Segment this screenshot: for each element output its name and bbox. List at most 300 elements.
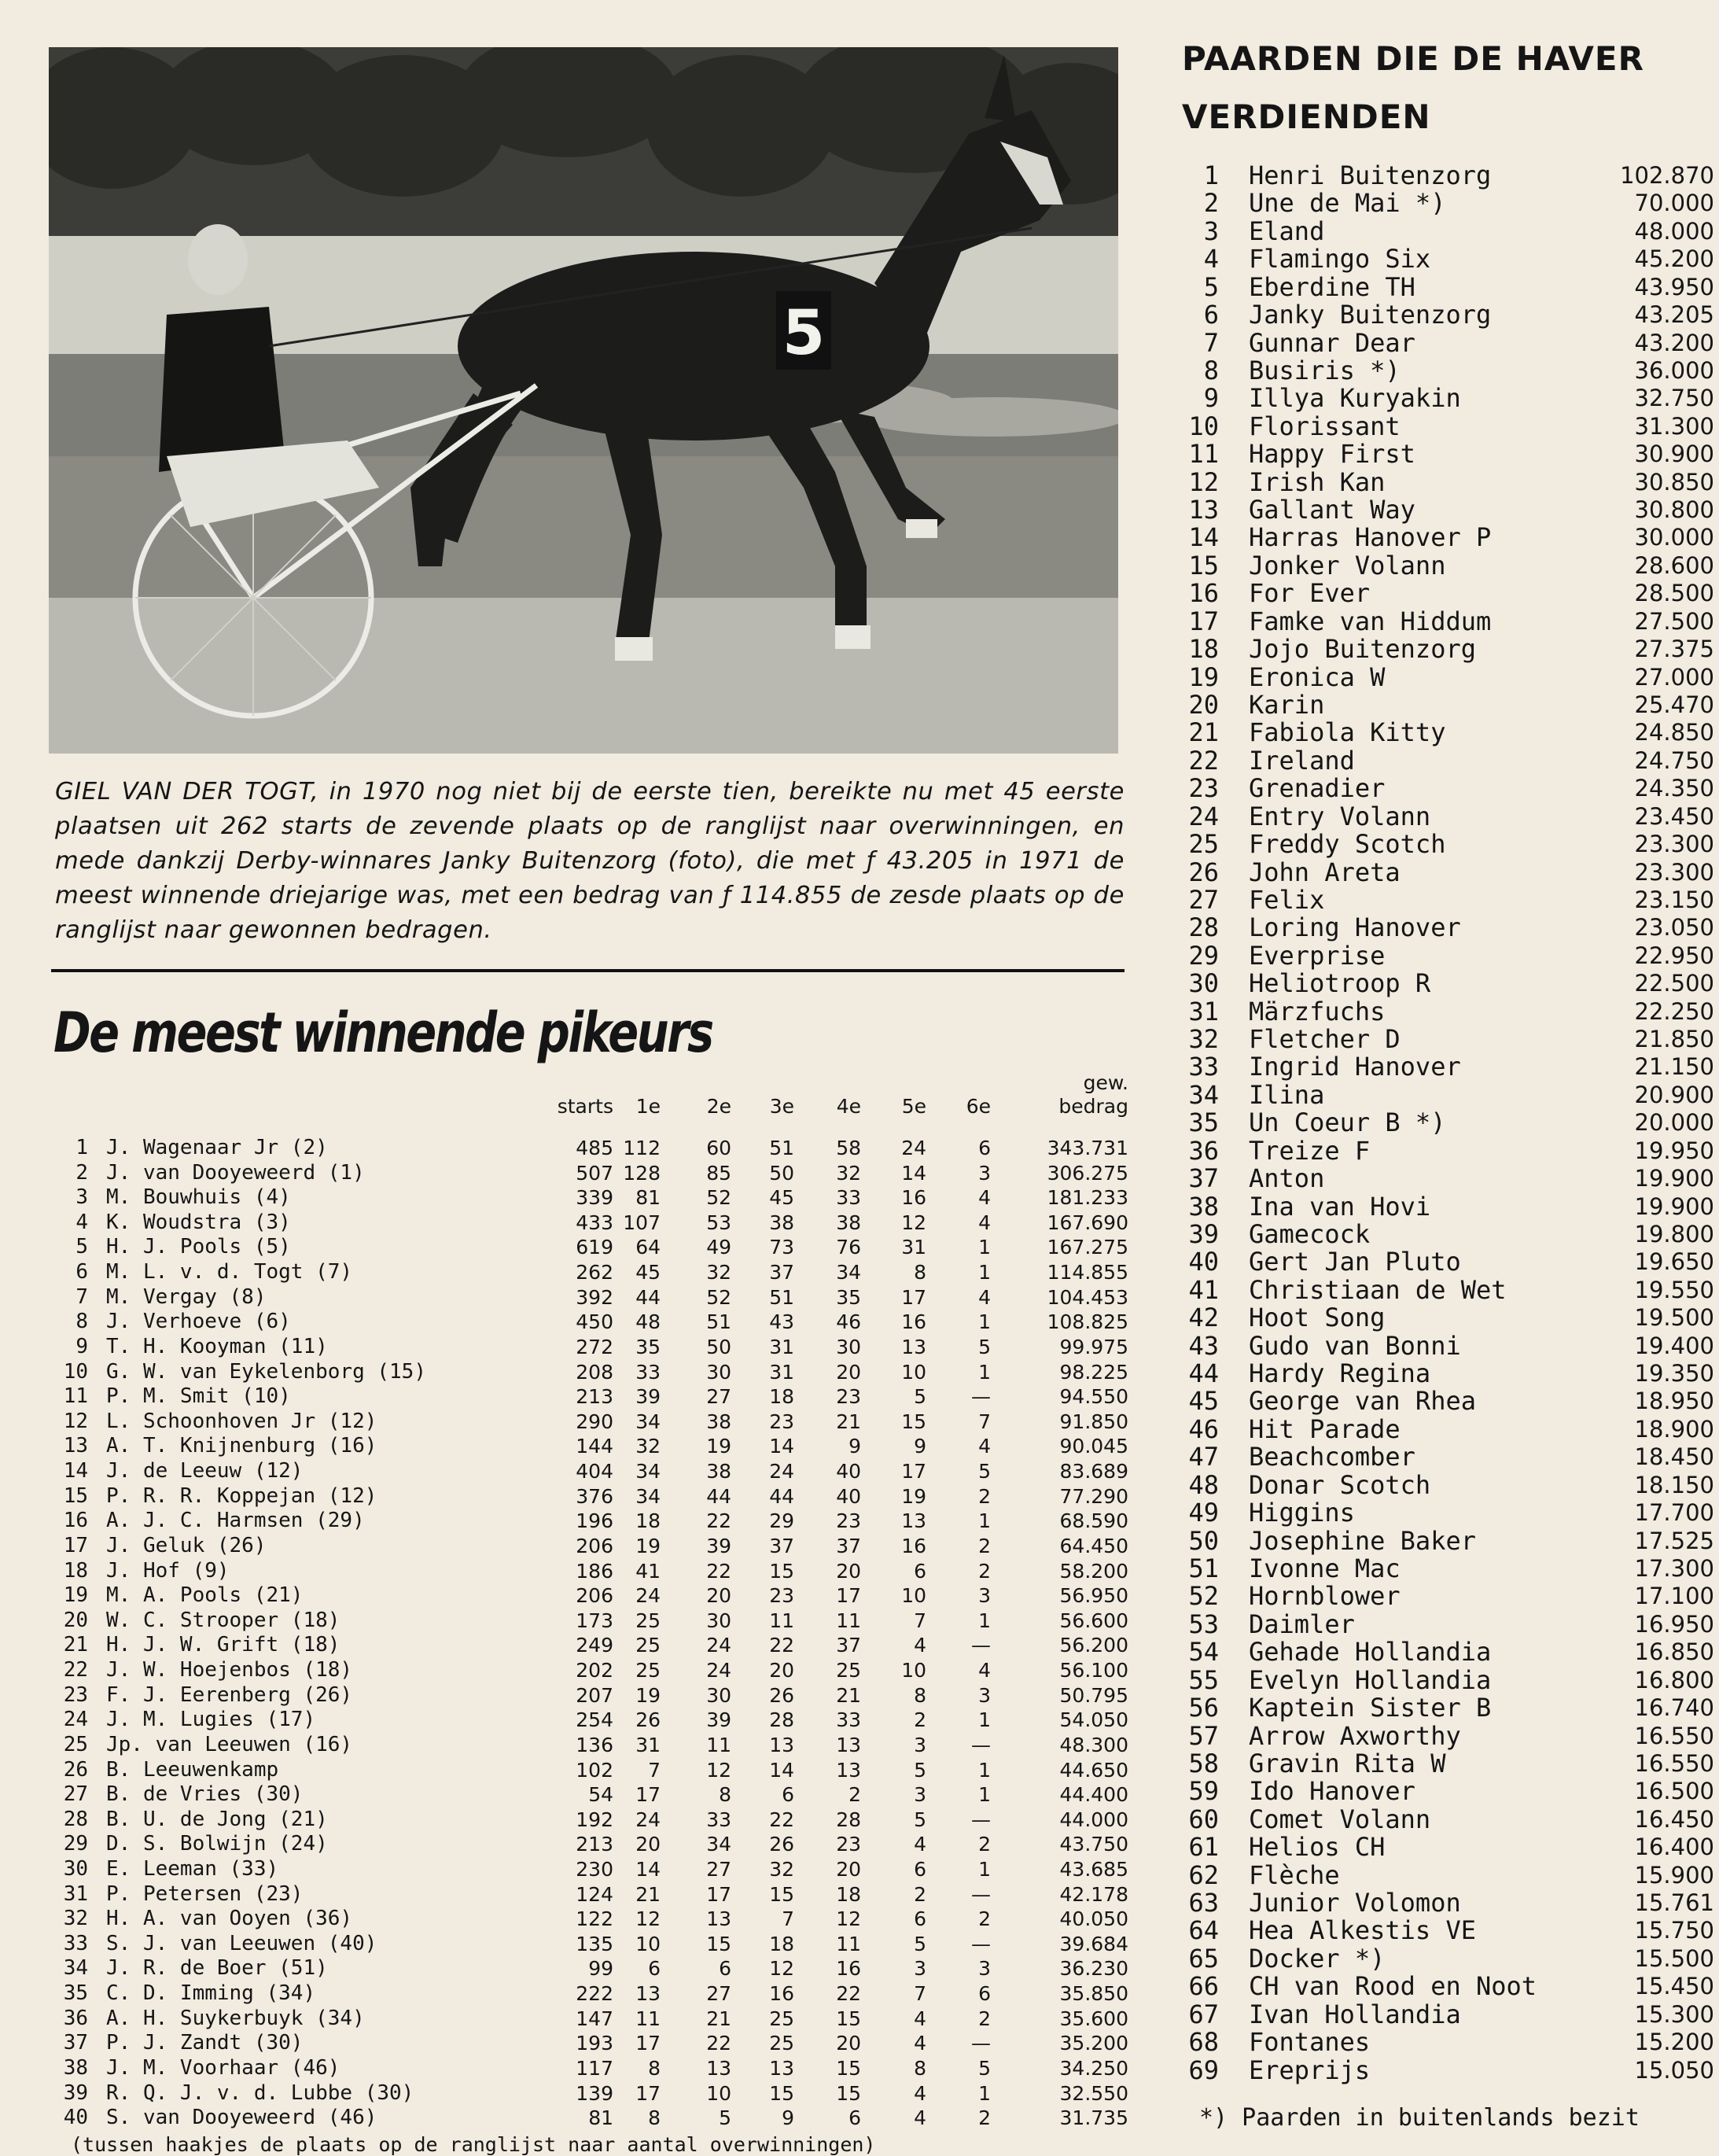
horse-amount: 24.350 — [1634, 775, 1714, 802]
horse-rank: 50 — [1188, 1525, 1219, 1556]
row-p5: 16 — [901, 1186, 926, 1210]
horse-amount: 16.550 — [1634, 1749, 1714, 1777]
row-name: J. M. Voorhaar (46) — [106, 2055, 340, 2080]
row-p1: 8 — [648, 2056, 661, 2080]
header-3e: 3e — [769, 1095, 794, 1118]
row-p1: 19 — [635, 1534, 661, 1557]
row-p5: 5 — [914, 1932, 926, 1955]
row-amount: 114.855 — [1047, 1261, 1128, 1284]
horse-rank: 58 — [1188, 1748, 1219, 1778]
horse-amount: 18.150 — [1634, 1471, 1714, 1498]
row-p5: 4 — [914, 2081, 926, 2105]
horse-name: Hoot Song — [1249, 1303, 1386, 1333]
horse-rank: 61 — [1188, 1832, 1219, 1863]
row-p1: 25 — [635, 1659, 661, 1682]
list-item — [1180, 1945, 1714, 1973]
horse-name: Ina van Hovi — [1249, 1191, 1431, 1222]
row-p3: 15 — [769, 1559, 794, 1583]
row-name: J. R. de Boer (51) — [106, 1956, 328, 1981]
horse-rank: 15 — [1188, 550, 1219, 580]
horse-amount: 43.950 — [1634, 273, 1714, 300]
list-item — [1180, 914, 1714, 942]
row-p1: 19 — [635, 1683, 661, 1707]
horse-amount: 15.050 — [1634, 2056, 1714, 2084]
row-rank: 35 — [63, 1981, 88, 2006]
row-p6: 4 — [978, 1211, 991, 1234]
row-p1: 44 — [635, 1285, 661, 1309]
horse-name: Gunnar Dear — [1249, 327, 1415, 358]
horse-rank: 69 — [1188, 2055, 1219, 2085]
row-p6: — — [971, 1385, 991, 1409]
row-p2: 6 — [719, 1957, 731, 1981]
row-name: J. Hof (9) — [106, 1558, 230, 1583]
table-row — [47, 2106, 1140, 2131]
row-p2: 5 — [719, 2106, 731, 2130]
row-rank: 38 — [63, 2055, 88, 2080]
horse-amount: 24.850 — [1634, 719, 1714, 746]
row-p5: 2 — [914, 1882, 926, 1906]
list-item — [1180, 2029, 1714, 2056]
horse-amount: 17.525 — [1634, 1527, 1714, 1554]
horse-rank: 41 — [1188, 1274, 1219, 1305]
row-p6: 7 — [978, 1410, 991, 1433]
horse-amount: 30.900 — [1634, 440, 1714, 468]
horse-name: Ingrid Hanover — [1249, 1052, 1461, 1082]
row-p6: 2 — [978, 1559, 991, 1583]
row-p2: 17 — [706, 1882, 731, 1906]
row-p4: 17 — [836, 1584, 861, 1608]
row-p3: 23 — [769, 1584, 794, 1608]
table-row — [47, 1534, 1140, 1559]
row-p5: 2 — [914, 1708, 926, 1732]
row-rank: 37 — [63, 2031, 88, 2055]
horse-amount: 17.100 — [1634, 1583, 1714, 1610]
row-p2: 38 — [706, 1410, 731, 1433]
horse-name: Happy First — [1249, 439, 1415, 470]
table-row — [47, 1410, 1140, 1435]
row-p6: 1 — [978, 1236, 991, 1259]
row-starts: 222 — [576, 1982, 613, 2006]
horse-amount: 18.450 — [1634, 1443, 1714, 1471]
row-p4: 30 — [836, 1335, 861, 1358]
row-p1: 18 — [635, 1509, 661, 1533]
horse-name: Hardy Regina — [1249, 1358, 1431, 1389]
row-starts: 213 — [576, 1385, 613, 1409]
row-p4: 32 — [836, 1161, 861, 1185]
row-starts: 339 — [576, 1186, 613, 1210]
horse-rank: 31 — [1188, 996, 1219, 1026]
list-item — [1180, 1026, 1714, 1053]
horse-amount: 31.300 — [1634, 412, 1714, 440]
row-p4: 37 — [836, 1534, 861, 1557]
row-p1: 107 — [623, 1211, 661, 1234]
horse-amount: 15.761 — [1634, 1889, 1714, 1917]
row-rank: 23 — [63, 1682, 88, 1707]
list-item — [1180, 886, 1714, 914]
list-item — [1180, 245, 1714, 273]
row-name: H. J. W. Grift (18) — [106, 1633, 340, 1657]
row-p1: 35 — [635, 1335, 661, 1358]
row-rank: 12 — [63, 1409, 88, 1433]
row-p2: 53 — [706, 1211, 731, 1234]
horse-name: Gehade Hollandia — [1249, 1637, 1492, 1668]
horse-rank: 26 — [1188, 857, 1219, 887]
row-p4: 12 — [836, 1907, 861, 1931]
list-item — [1180, 1834, 1714, 1861]
horse-name: Ireland — [1249, 745, 1355, 776]
horse-name: Christiaan de Wet — [1249, 1274, 1507, 1305]
list-item — [1180, 1248, 1714, 1276]
list-item — [1180, 327, 1714, 358]
row-p6: 1 — [978, 1261, 991, 1284]
row-p4: 23 — [836, 1385, 861, 1409]
table-row — [47, 1384, 1140, 1410]
row-p5: 10 — [901, 1360, 926, 1384]
list-item — [1180, 1664, 1714, 1695]
row-p2: 60 — [706, 1137, 731, 1159]
row-rank: 11 — [63, 1384, 88, 1409]
table-row — [47, 1932, 1140, 1957]
table-row — [47, 1434, 1140, 1459]
row-p2: 24 — [706, 1659, 731, 1682]
horse-rank: 10 — [1188, 411, 1219, 441]
horse-amount: 15.300 — [1634, 2000, 1714, 2028]
table-row — [47, 2081, 1140, 2106]
row-amount: 90.045 — [1059, 1435, 1128, 1458]
horse-name: Daimler — [1249, 1609, 1355, 1639]
horse-name: Eland — [1249, 216, 1325, 246]
list-item — [1180, 552, 1714, 580]
row-p6: — — [971, 1634, 991, 1657]
horse-amount: 16.740 — [1634, 1694, 1714, 1722]
row-starts: 139 — [576, 2081, 613, 2105]
row-amount: 43.685 — [1059, 1857, 1128, 1881]
list-item — [1180, 190, 1714, 217]
row-rank: 39 — [63, 2080, 88, 2105]
header-4e: 4e — [836, 1095, 861, 1118]
horse-name: Harras Hanover P — [1249, 522, 1492, 553]
row-p1: 31 — [635, 1733, 661, 1756]
list-item — [1180, 524, 1714, 551]
list-item — [1180, 1778, 1714, 1805]
horse-name: Josephine Baker — [1249, 1525, 1476, 1556]
row-p4: 40 — [836, 1460, 861, 1483]
horse-name: Gallant Way — [1249, 495, 1415, 525]
horse-amount: 15.750 — [1634, 1917, 1714, 1944]
horses-title-line1: PAARDEN DIE DE HAVER — [1182, 39, 1644, 78]
list-item — [1180, 1859, 1714, 1890]
list-item — [1180, 608, 1714, 636]
row-amount: 43.750 — [1059, 1833, 1128, 1856]
row-p6: 2 — [978, 1484, 991, 1508]
row-p5: 12 — [901, 1211, 926, 1234]
horse-amount: 36.000 — [1634, 356, 1714, 384]
horse-name: Junior Volomon — [1249, 1888, 1461, 1918]
horse-rank: 1 — [1203, 160, 1219, 190]
row-rank: 13 — [63, 1434, 88, 1458]
row-starts: 144 — [576, 1435, 613, 1458]
list-item — [1180, 942, 1714, 970]
row-p5: 15 — [901, 1410, 926, 1433]
horse-amount: 16.950 — [1634, 1610, 1714, 1638]
row-p1: 34 — [635, 1484, 661, 1508]
row-starts: 376 — [576, 1484, 613, 1508]
horse-amount: 21.150 — [1634, 1053, 1714, 1081]
horse-amount: 19.550 — [1634, 1276, 1714, 1303]
horse-name: Hea Alkestis VE — [1249, 1915, 1476, 1946]
list-item — [1180, 719, 1714, 746]
horse-rank: 18 — [1188, 634, 1219, 665]
row-name: S. van Dooyeweerd (46) — [106, 2106, 377, 2130]
table-row — [47, 1559, 1140, 1584]
row-p3: 12 — [769, 1957, 794, 1981]
row-p3: 13 — [769, 2056, 794, 2080]
horse-name: Beachcomber — [1249, 1442, 1415, 1472]
row-p3: 51 — [769, 1137, 794, 1159]
list-item — [1180, 775, 1714, 802]
row-p3: 37 — [769, 1534, 794, 1557]
row-p5: 31 — [901, 1236, 926, 1259]
row-p6: 6 — [978, 1137, 991, 1159]
horse-rank: 23 — [1188, 773, 1219, 804]
horse-amount: 19.650 — [1634, 1248, 1714, 1276]
list-item — [1180, 1360, 1714, 1388]
horse-rank: 24 — [1188, 801, 1219, 831]
row-p1: 12 — [635, 1907, 661, 1931]
row-p3: 18 — [769, 1385, 794, 1409]
row-amount: 167.690 — [1047, 1211, 1128, 1234]
row-amount: 306.275 — [1047, 1161, 1128, 1185]
table-row — [47, 1484, 1140, 1509]
pikeurs-title: De meest winnende pikeurs — [53, 1001, 712, 1065]
horse-name: Ivan Hollandia — [1249, 1999, 1461, 2029]
row-starts: 202 — [576, 1659, 613, 1682]
row-p5: 6 — [914, 1559, 926, 1583]
row-p5: 13 — [901, 1335, 926, 1358]
row-p4: 23 — [836, 1833, 861, 1856]
row-p4: 58 — [836, 1137, 861, 1159]
row-p3: 51 — [769, 1285, 794, 1309]
row-amount: 48.300 — [1059, 1733, 1128, 1756]
row-p6: 4 — [978, 1659, 991, 1682]
row-p1: 24 — [635, 1584, 661, 1608]
list-item — [1180, 357, 1714, 385]
row-starts: 54 — [588, 1783, 613, 1807]
horse-amount: 15.450 — [1634, 1973, 1714, 2000]
horse-name: Eberdine TH — [1249, 271, 1415, 302]
horse-name: Heliotroop R — [1249, 968, 1431, 999]
row-amount: 108.825 — [1047, 1310, 1128, 1334]
row-amount: 35.600 — [1059, 2007, 1128, 2030]
row-amount: 104.453 — [1047, 1285, 1128, 1309]
row-p3: 37 — [769, 1261, 794, 1284]
row-name: G. W. van Eykelenborg (15) — [106, 1359, 426, 1384]
row-p2: 52 — [706, 1186, 731, 1210]
photo-illustration — [49, 47, 1118, 754]
list-item — [1180, 1218, 1714, 1249]
row-p3: 31 — [769, 1335, 794, 1358]
list-item — [1180, 1165, 1714, 1192]
row-p1: 112 — [623, 1137, 661, 1159]
horse-amount: 15.200 — [1634, 2029, 1714, 2056]
row-p6: 4 — [978, 1435, 991, 1458]
horse-amount: 20.900 — [1634, 1081, 1714, 1108]
list-item — [1180, 1720, 1714, 1751]
row-p5: 14 — [901, 1161, 926, 1185]
row-amount: 98.225 — [1059, 1360, 1128, 1384]
row-p2: 34 — [706, 1833, 731, 1856]
row-starts: 122 — [576, 1907, 613, 1931]
row-p5: 10 — [901, 1584, 926, 1608]
row-p5: 7 — [914, 1609, 926, 1632]
row-rank: 1 — [75, 1136, 88, 1159]
horse-rank: 67 — [1188, 1999, 1219, 2029]
row-p5: 4 — [914, 2007, 926, 2030]
horse-rank: 34 — [1188, 1079, 1219, 1110]
row-p6: 1 — [978, 2081, 991, 2105]
row-p1: 45 — [635, 1261, 661, 1284]
horse-name: Everprise — [1249, 940, 1386, 971]
list-item — [1180, 1079, 1714, 1110]
row-p3: 50 — [769, 1161, 794, 1185]
horse-rank: 21 — [1188, 717, 1219, 748]
horse-rank: 4 — [1203, 244, 1219, 275]
row-name: P. M. Smit (10) — [106, 1384, 291, 1409]
horse-rank: 55 — [1188, 1664, 1219, 1695]
row-p5: 6 — [914, 1907, 926, 1931]
horse-rank: 32 — [1188, 1024, 1219, 1055]
horse-rank: 53 — [1188, 1609, 1219, 1639]
horse-name: Evelyn Hollandia — [1249, 1664, 1492, 1695]
horse-amount: 23.150 — [1634, 886, 1714, 913]
row-amount: 56.100 — [1059, 1659, 1128, 1682]
row-p5: 9 — [914, 1435, 926, 1458]
list-item — [1180, 664, 1714, 691]
row-p4: 21 — [836, 1683, 861, 1707]
row-p4: 20 — [836, 1857, 861, 1881]
table-row — [47, 1733, 1140, 1758]
row-p6: 1 — [978, 1783, 991, 1807]
section-divider — [51, 969, 1125, 972]
row-name: W. C. Strooper (18) — [106, 1608, 340, 1632]
horse-amount: 19.900 — [1634, 1192, 1714, 1220]
list-item — [1180, 636, 1714, 663]
row-p5: 8 — [914, 1261, 926, 1284]
list-item — [1180, 1413, 1714, 1444]
row-amount: 91.850 — [1059, 1410, 1128, 1433]
row-p1: 17 — [635, 2032, 661, 2055]
horse-name: Hornblower — [1249, 1581, 1401, 1612]
list-item — [1180, 1525, 1714, 1556]
horse-amount: 30.000 — [1634, 524, 1714, 551]
row-p1: 128 — [623, 1161, 661, 1185]
horse-amount: 15.900 — [1634, 1861, 1714, 1889]
list-item — [1180, 998, 1714, 1026]
row-p3: 9 — [782, 2106, 794, 2130]
row-p5: 10 — [901, 1659, 926, 1682]
row-p4: 20 — [836, 2032, 861, 2055]
row-name: P. J. Zandt (30) — [106, 2031, 304, 2055]
table-row — [47, 1235, 1140, 1260]
row-p2: 85 — [706, 1161, 731, 1185]
row-p2: 22 — [706, 1509, 731, 1533]
row-p4: 33 — [836, 1186, 861, 1210]
row-p1: 48 — [635, 1310, 661, 1334]
row-p6: — — [971, 1932, 991, 1955]
list-item — [1180, 1611, 1714, 1638]
row-p2: 30 — [706, 1360, 731, 1384]
row-amount: 32.550 — [1059, 2081, 1128, 2105]
table-row — [47, 1832, 1140, 1857]
table-row — [47, 1633, 1140, 1658]
table-row — [47, 1782, 1140, 1808]
horse-amount: 19.400 — [1634, 1332, 1714, 1359]
row-p6: 5 — [978, 2056, 991, 2080]
horse-amount: 48.000 — [1634, 217, 1714, 245]
horses-footnote: *) Paarden in buitenlands bezit — [1199, 2104, 1640, 2132]
list-item — [1180, 1973, 1714, 2000]
row-p3: 29 — [769, 1509, 794, 1533]
row-p1: 26 — [635, 1708, 661, 1732]
pikeurs-footnote: (tussen haakjes de plaats op de ranglijst naar aantal overwinningen) — [71, 2133, 876, 2156]
list-item — [1180, 385, 1714, 412]
horse-rank: 19 — [1188, 662, 1219, 692]
row-p4: 25 — [836, 1659, 861, 1682]
horse-name: Famke van Hiddum — [1249, 606, 1492, 636]
row-p6: 1 — [978, 1509, 991, 1533]
row-p5: 7 — [914, 1982, 926, 2006]
horse-amount: 43.200 — [1634, 329, 1714, 356]
row-amount: 94.550 — [1059, 1385, 1128, 1409]
row-name: B. Leeuwenkamp — [106, 1757, 279, 1782]
row-starts: 230 — [576, 1857, 613, 1881]
horse-amount: 19.800 — [1634, 1220, 1714, 1248]
row-p4: 2 — [848, 1783, 861, 1807]
horse-name: George van Rhea — [1249, 1386, 1476, 1417]
horse-rank: 52 — [1188, 1581, 1219, 1612]
row-amount: 34.250 — [1059, 2056, 1128, 2080]
row-rank: 30 — [63, 1856, 88, 1881]
row-p3: 73 — [769, 1236, 794, 1259]
row-rank: 21 — [63, 1633, 88, 1657]
horse-rank: 46 — [1188, 1413, 1219, 1444]
row-p3: 28 — [769, 1708, 794, 1732]
table-row — [47, 1360, 1140, 1385]
horse-rank: 30 — [1188, 968, 1219, 999]
row-rank: 15 — [63, 1483, 88, 1508]
list-item — [1180, 1499, 1714, 1527]
row-name: J. Geluk (26) — [106, 1533, 267, 1557]
row-p4: 46 — [836, 1310, 861, 1334]
row-p5: 13 — [901, 1509, 926, 1533]
horse-name: Ereprijs — [1249, 2055, 1371, 2085]
row-p3: 22 — [769, 1634, 794, 1657]
list-item — [1180, 466, 1714, 497]
row-p5: 5 — [914, 1808, 926, 1831]
horse-rank: 66 — [1188, 1971, 1219, 2002]
row-p6: 2 — [978, 2106, 991, 2130]
row-starts: 392 — [576, 1285, 613, 1309]
row-p1: 33 — [635, 1360, 661, 1384]
row-starts: 147 — [576, 2007, 613, 2030]
row-rank: 24 — [63, 1708, 88, 1732]
row-p5: 3 — [914, 1733, 926, 1756]
horse-name: Gamecock — [1249, 1218, 1371, 1249]
row-p5: 3 — [914, 1957, 926, 1981]
row-amount: 343.731 — [1047, 1137, 1128, 1159]
row-name: M. L. v. d. Togt (7) — [106, 1260, 353, 1284]
row-p6: 5 — [978, 1460, 991, 1483]
